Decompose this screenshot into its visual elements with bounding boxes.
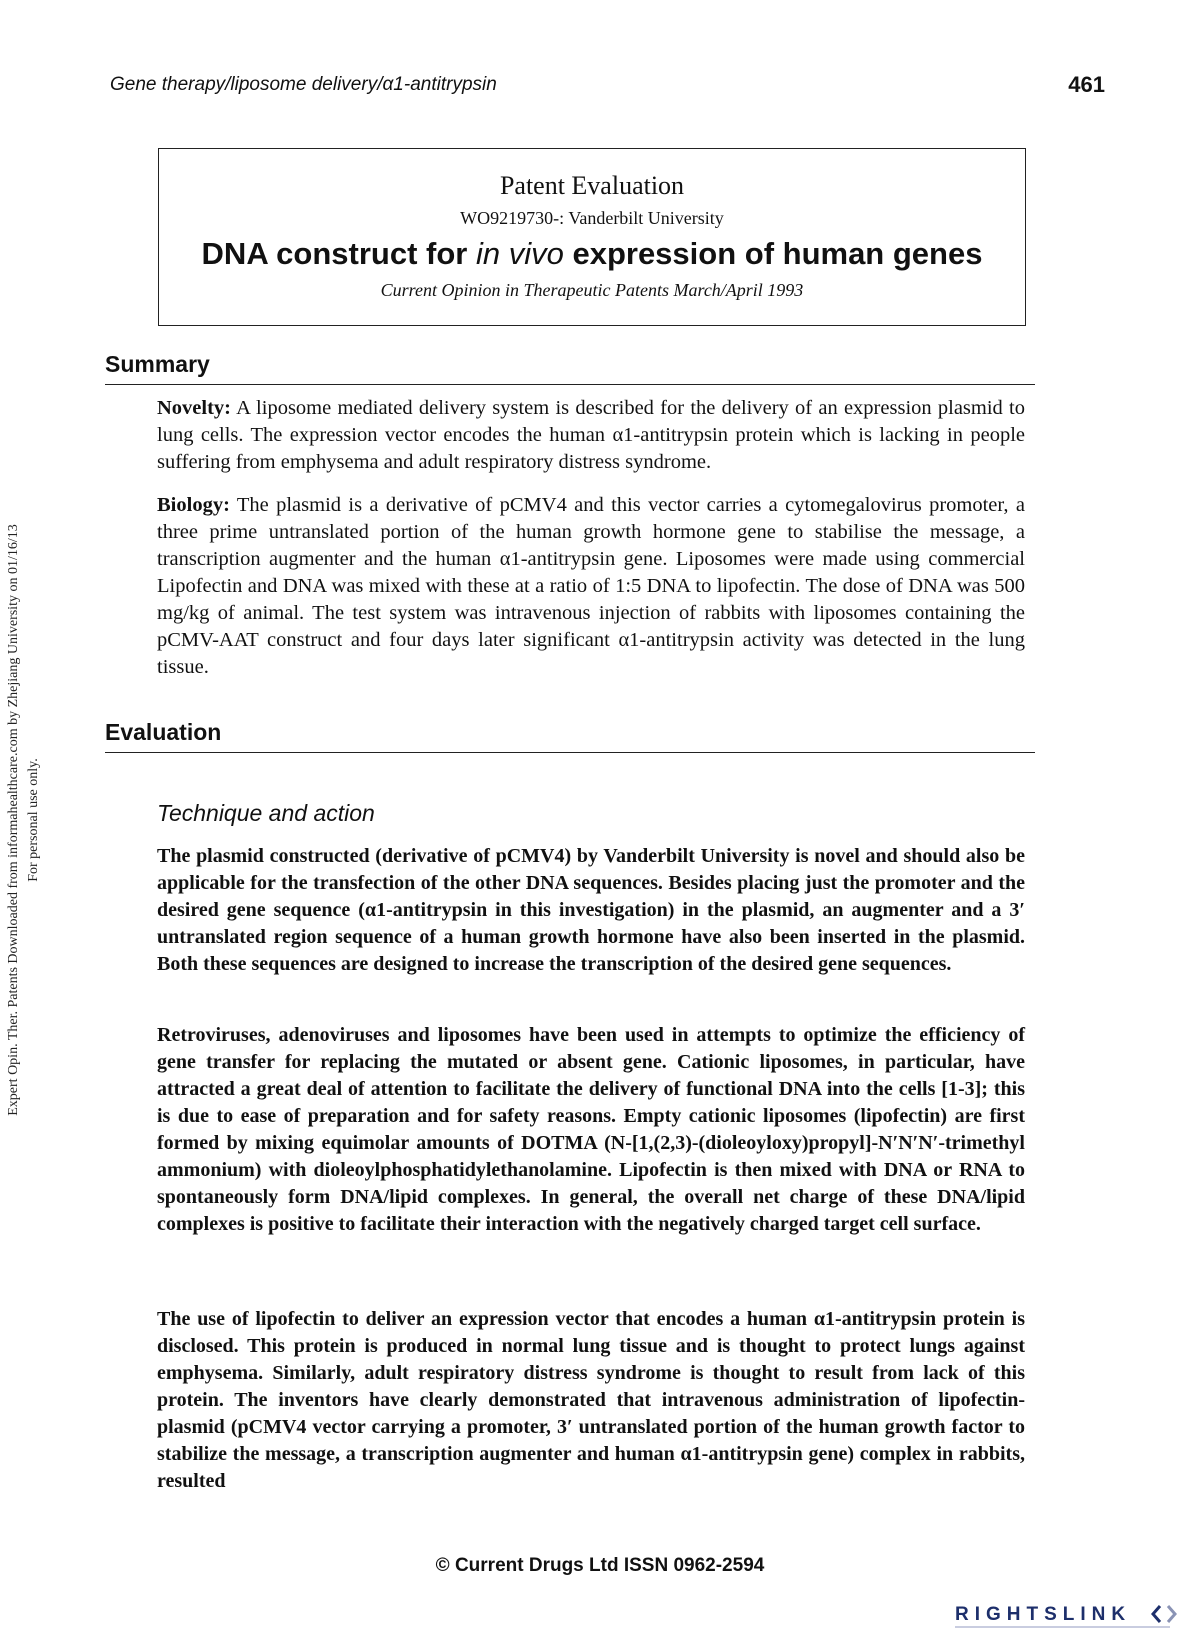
rightslink-logo[interactable] [955,1600,1185,1634]
novelty-label: Novelty: [157,397,232,419]
title-italic: in vivo [475,236,564,271]
title-part-2: expression of human genes [563,236,983,271]
biology-text: The plasmid is a derivative of pCMV4 and this vector carries a cytomegalovirus promoter, a three prime untranslated portion of the human growth hormone gene to stabilise the message, a transcription augmenter and the human α1-antitrypsin gene. Liposomes were made using commercial Lipofectin and DNA was mixed with these at a ratio of 1:5 DNA to lipofectin. The dose of DNA was 500 mg/kg of animal. The test system was intravenous injection of rabbits with liposomes containing the pCMV-AAT construct and four days later significant α1-antitrypsin activity was detected in the lung tissue. [157,494,1025,678]
article-title [159,235,1025,273]
technique-subheading: Technique and action [157,800,375,826]
evaluation-paragraph-3: The use of lipofectin to deliver an expression vector that encodes a human α1-antitrypsin protein is disclosed. This protein is produced in normal lung tissue and is thought to protect lungs against emphysema. Similarly, adult respiratory distress syndrome is thought to result from lack of this protein. The inventors have clearly demonstrated that intravenous administration of lipofectin-plasmid (pCMV4 vector carrying a promoter, 3′ untranslated portion of the human growth factor to stabilize the message, a transcription augmenter and human α1-antitrypsin gene) complex in rabbits, resulted [157,1308,1025,1492]
patent-evaluation-box [158,148,1026,326]
rightslink-underline [955,1626,1170,1628]
evaluation-heading [105,717,1035,753]
journal-source: Current Opinion in Therapeutic Patents March/April 1993 [380,280,804,300]
box-kicker: Patent Evaluation [499,171,685,200]
summary-heading [105,349,1035,385]
biology-label: Biology: [157,494,230,516]
novelty-paragraph [157,395,1025,476]
summary-heading-text: Summary [105,351,210,377]
rightslink-arrow-icon [1153,1606,1175,1622]
rightslink-logo-text: RIGHTSLINK [955,1604,1132,1625]
download-notice-line-1: Expert Opin. Ther. Patents Downloaded from informahealthcare.com by Zhejiang University on 01/16/13 [6,524,21,1116]
page-number: 461 [1068,72,1105,97]
biology-paragraph [157,492,1025,681]
title-part-1: DNA construct for [201,236,476,271]
evaluation-paragraph-1: The plasmid constructed (derivative of pCMV4) by Vanderbilt University is novel and should also be applicable for the transfection of the other DNA sequences. Besides placing just the promoter and the desired gene sequence (α1-antitrypsin in this investigation) in the plasmid, an augmenter and a 3′ untranslated region sequence of a human growth hormone have also been inserted in the plasmid. Both these sequences are designed to increase the transcription of the desired gene sequences. [157,845,1025,975]
evaluation-paragraph-2: Retroviruses, adenoviruses and liposomes have been used in attempts to optimize the efficiency of gene transfer for replacing the mutated or absent gene. Cationic liposomes, in particular, have attracted a great deal of attention to facilitate the delivery of functional DNA into the cells [1-3]; this is due to ease of preparation and for safety reasons. Empty cationic liposomes (lipofectin) are first formed by mixing equimolar amounts of DOTMA (N-[1,(2,3)-(dioleoyloxy)propyl]-N′N′N′-trimethyl ammonium) with dioleoylphosphatidylethanolamine. Lipofectin is then mixed with DNA or RNA to spontaneously form DNA/lipid complexes. In general, the overall net charge of these DNA/lipid complexes is positive to facilitate their interaction with the negatively charged target cell surface. [157,1024,1025,1235]
evaluation-heading-text: Evaluation [105,719,222,745]
running-head [110,72,1105,106]
download-notice-line-2: For personal use only. [26,758,41,882]
footer-copyright: © Current Drugs Ltd ISSN 0962-2594 [435,1555,765,1576]
novelty-text: A liposome mediated delivery system is described for the delivery of an expression plasmid to lung cells. The expression vector encodes the human α1-antitrypsin protein which is lacking in people suffering from emphysema and adult respiratory distress syndrome. [157,397,1025,473]
patent-number: WO9219730-: Vanderbilt University [460,208,724,228]
running-title: Gene therapy/liposome delivery/α1-antitrypsin [110,74,497,95]
